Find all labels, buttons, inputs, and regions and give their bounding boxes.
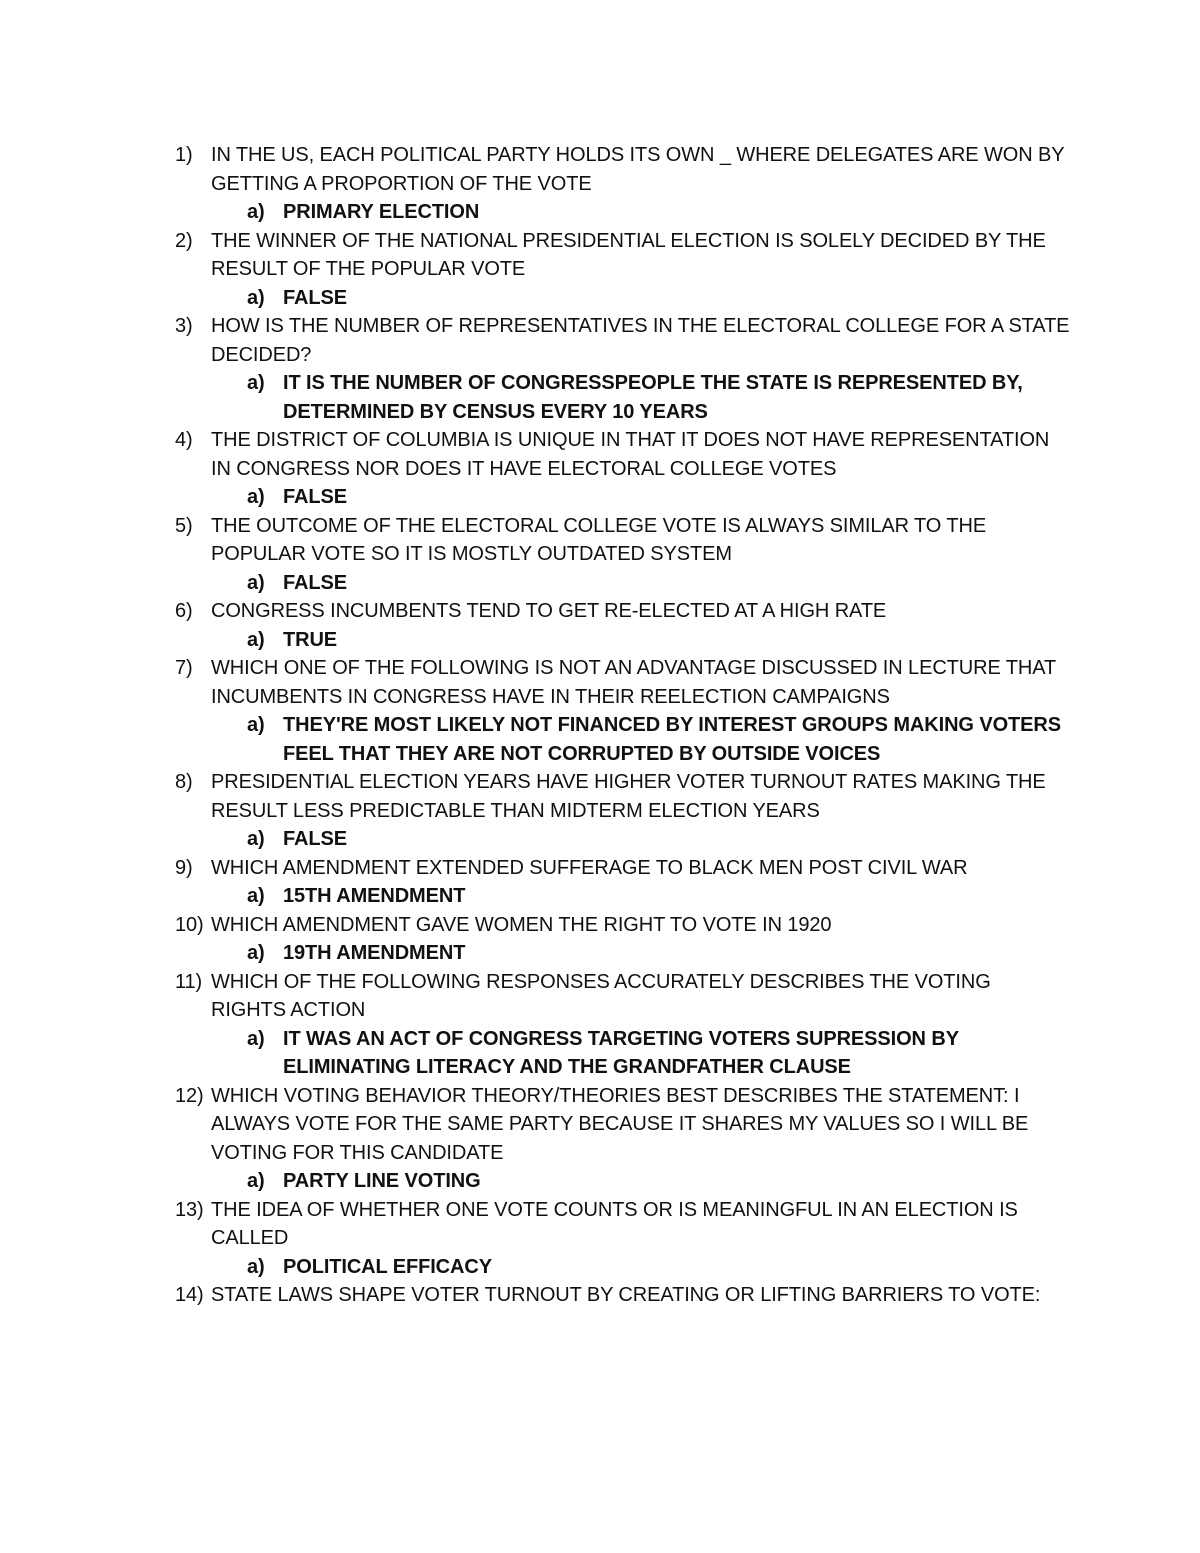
question-item bbox=[0, 597, 1071, 626]
question-item bbox=[0, 426, 1071, 483]
answer-text: FALSE bbox=[283, 486, 347, 508]
answer-item bbox=[0, 1253, 1073, 1282]
question-text: THE OUTCOME OF THE ELECTORAL COLLEGE VOTE IS ALWAYS SIMILAR TO THE POPULAR VOTE SO IT IS MOSTLY OUTDATED SYSTEM bbox=[211, 514, 987, 565]
question-text: WHICH AMENDMENT EXTENDED SUFFERAGE TO BLACK MEN POST CIVIL WAR bbox=[211, 856, 968, 879]
answer-label: a) bbox=[247, 828, 265, 850]
question-text: IN THE US, EACH POLITICAL PARTY HOLDS ITS OWN _ WHERE DELEGATES ARE WON BY GETTING A PROPORTION OF THE VOTE bbox=[211, 144, 1065, 195]
question-number: 11) bbox=[175, 970, 203, 993]
question-item bbox=[0, 141, 1071, 198]
question-number: 9) bbox=[175, 856, 193, 879]
question-item bbox=[0, 854, 1071, 883]
answer-text: 19TH AMENDMENT bbox=[283, 942, 466, 964]
answer-text: PRIMARY ELECTION bbox=[283, 201, 480, 223]
question-number: 1) bbox=[175, 144, 193, 166]
answer-item bbox=[0, 369, 1073, 426]
answer-item bbox=[0, 882, 1073, 911]
question-item bbox=[0, 512, 1071, 569]
answer-item bbox=[0, 569, 1073, 598]
answer-text: 15TH AMENDMENT bbox=[283, 885, 466, 907]
answer-text: FALSE bbox=[283, 286, 347, 309]
answer-item bbox=[0, 939, 1073, 968]
answer-text: FALSE bbox=[283, 571, 347, 594]
question-text: WHICH VOTING BEHAVIOR THEORY/THEORIES BEST DESCRIBES THE STATEMENT: I ALWAYS VOTE FOR THE SAME PARTY BECAUSE IT SHARES MY VALUES SO I WILL BE VOTING FOR THIS CANDIDATE bbox=[211, 1084, 1029, 1164]
answer-text: PARTY LINE VOTING bbox=[283, 1170, 481, 1192]
question-number: 8) bbox=[175, 771, 193, 793]
question-item bbox=[0, 911, 1071, 940]
answer-label: a) bbox=[247, 1027, 265, 1050]
question-item bbox=[0, 312, 1071, 369]
answer-label: a) bbox=[247, 1170, 265, 1192]
question-number: 4) bbox=[175, 429, 193, 451]
question-text: PRESIDENTIAL ELECTION YEARS HAVE HIGHER VOTER TURNOUT RATES MAKING THE RESULT LESS PREDICTABLE THAN MIDTERM ELECTION YEARS bbox=[211, 771, 1046, 822]
question-item bbox=[0, 968, 1071, 1025]
question-number: 13) bbox=[175, 1198, 204, 1221]
question-text: CONGRESS INCUMBENTS TEND TO GET RE-ELECTED AT A HIGH RATE bbox=[211, 600, 887, 622]
question-number: 10) bbox=[175, 913, 204, 936]
answer-text: IT IS THE NUMBER OF CONGRESSPEOPLE THE STATE IS REPRESENTED BY, DETERMINED BY CENSUS EVERY 10 YEARS bbox=[283, 372, 1023, 423]
answer-text: TRUE bbox=[283, 628, 338, 651]
answer-item bbox=[0, 711, 1073, 768]
question-item bbox=[0, 1196, 1071, 1253]
question-item bbox=[0, 654, 1071, 711]
question-text: WHICH AMENDMENT GAVE WOMEN THE RIGHT TO VOTE IN 1920 bbox=[211, 913, 832, 936]
answer-label: a) bbox=[247, 286, 265, 309]
answer-text: THEY'RE MOST LIKELY NOT FINANCED BY INTEREST GROUPS MAKING VOTERS FEEL THAT THEY ARE NOT CORRUPTED BY OUTSIDE VOICES bbox=[283, 714, 1061, 765]
answer-text: POLITICAL EFFICACY bbox=[283, 1255, 492, 1278]
answer-item bbox=[0, 284, 1073, 313]
answer-label: a) bbox=[247, 201, 265, 223]
answer-label: a) bbox=[247, 942, 265, 964]
question-text: STATE LAWS SHAPE VOTER TURNOUT BY CREATING OR LIFTING BARRIERS TO VOTE: bbox=[211, 1284, 1041, 1306]
question-item bbox=[0, 227, 1071, 284]
question-number: 14) bbox=[175, 1284, 204, 1306]
question-text: HOW IS THE NUMBER OF REPRESENTATIVES IN THE ELECTORAL COLLEGE FOR A STATE DECIDED? bbox=[211, 315, 1070, 366]
question-number: 5) bbox=[175, 514, 193, 537]
question-text: THE DISTRICT OF COLUMBIA IS UNIQUE IN THAT IT DOES NOT HAVE REPRESENTATION IN CONGRESS NOR DOES IT HAVE ELECTORAL COLLEGE VOTES bbox=[211, 429, 1050, 480]
answer-label: a) bbox=[247, 372, 265, 394]
answer-item bbox=[0, 825, 1073, 854]
answer-item bbox=[0, 1025, 1073, 1082]
question-number: 3) bbox=[175, 315, 193, 337]
answer-item bbox=[0, 1167, 1073, 1196]
answer-label: a) bbox=[247, 885, 265, 907]
question-text: THE WINNER OF THE NATIONAL PRESIDENTIAL ELECTION IS SOLELY DECIDED BY THE RESULT OF THE POPULAR VOTE bbox=[211, 229, 1046, 280]
answer-label: a) bbox=[247, 1255, 265, 1278]
question-item bbox=[0, 1281, 1071, 1310]
answer-text: IT WAS AN ACT OF CONGRESS TARGETING VOTERS SUPRESSION BY ELIMINATING LITERACY AND THE GRANDFATHER CLAUSE bbox=[283, 1027, 959, 1078]
answer-label: a) bbox=[247, 486, 265, 508]
question-list bbox=[0, 141, 1200, 1310]
question-number: 2) bbox=[175, 229, 193, 252]
answer-label: a) bbox=[247, 571, 265, 594]
answer-item bbox=[0, 626, 1073, 655]
answer-text: FALSE bbox=[283, 828, 347, 850]
question-number: 12) bbox=[175, 1084, 204, 1107]
question-item bbox=[0, 768, 1071, 825]
question-text: THE IDEA OF WHETHER ONE VOTE COUNTS OR IS MEANINGFUL IN AN ELECTION IS CALLED bbox=[211, 1198, 1018, 1249]
answer-item bbox=[0, 198, 1073, 227]
question-number: 6) bbox=[175, 600, 193, 622]
answer-label: a) bbox=[247, 714, 265, 736]
question-text: WHICH OF THE FOLLOWING RESPONSES ACCURATELY DESCRIBES THE VOTING RIGHTS ACTION bbox=[211, 970, 991, 1021]
question-text: WHICH ONE OF THE FOLLOWING IS NOT AN ADVANTAGE DISCUSSED IN LECTURE THAT INCUMBENTS IN CONGRESS HAVE IN THEIR REELECTION CAMPAIGNS bbox=[211, 657, 1056, 708]
question-item bbox=[0, 1082, 1071, 1168]
question-number: 7) bbox=[175, 657, 193, 679]
answer-label: a) bbox=[247, 628, 265, 651]
answer-item bbox=[0, 483, 1073, 512]
